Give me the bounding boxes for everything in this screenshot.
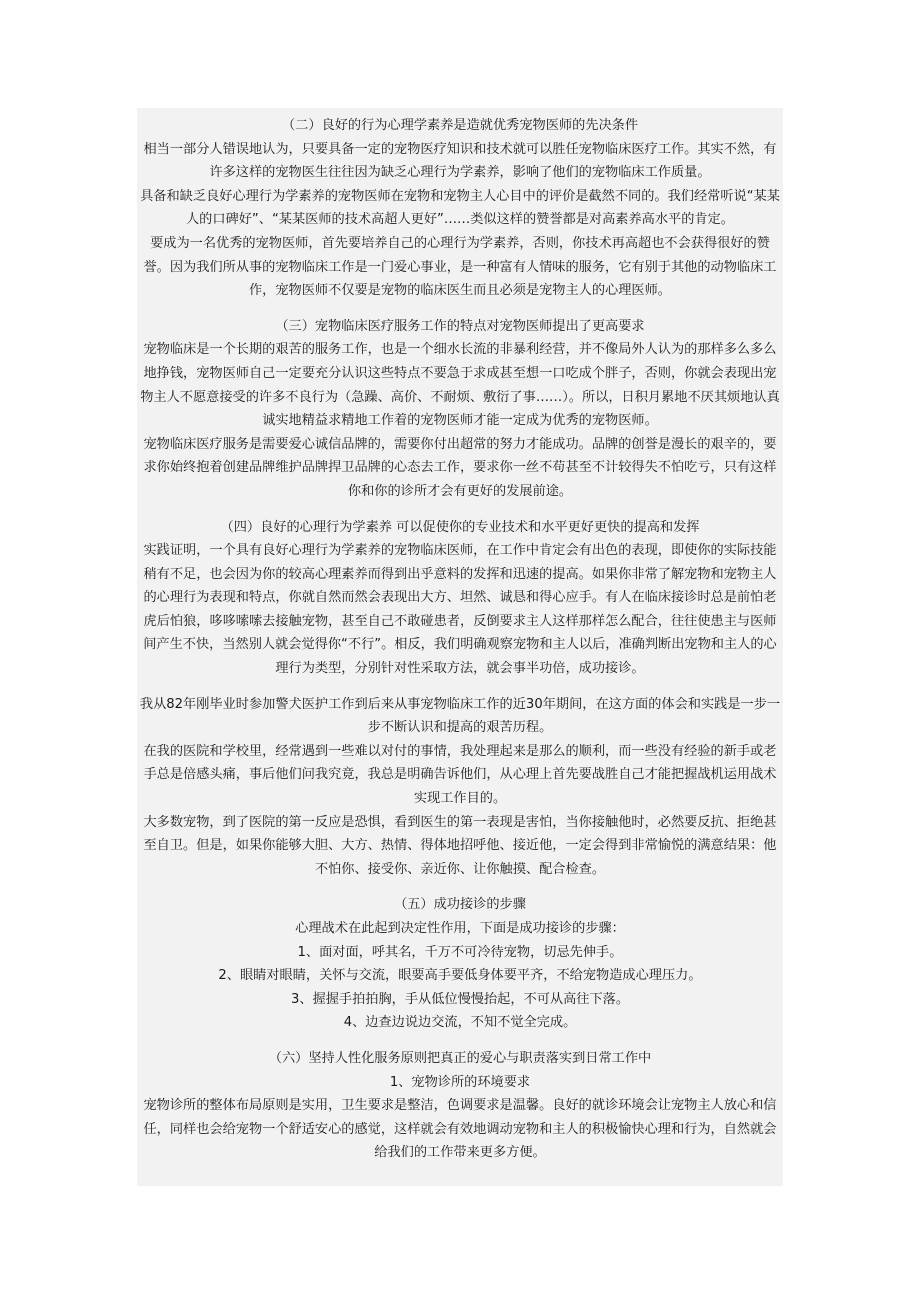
document-page [137,108,783,1186]
paragraph: 宠物临床医疗服务是需要爱心诚信品牌的，需要你付出超常的努力才能成功。品牌的创誉是漫长的艰辛的，要求你始终抱着创建品牌维护品牌捍卫品牌的心态去工作，要求你一丝不苟甚至不计较得失不怕吃亏，只有这样你和你的诊所才会有更好的发展前途。 [143,436,777,499]
section-heading: （二）良好的行为心理学素养是造就优秀宠物医师的先决条件 [281,118,639,133]
paragraph: 相当一部分人错误地认为，只要具备一定的宠物医疗知识和技术就可以胜任宠物临床医疗工作。其实不然，有许多这样的宠物医生往往因为缺乏心理行为学素养，影响了他们的宠物临床工作质量。 [143,141,777,181]
section-experience [139,693,781,882]
step-item: 4、边查边说边交流，不知不觉全完成。 [343,1015,577,1031]
paragraph: 实践证明，一个具有良好心理行为学素养的宠物临床医师，在工作中肯定会有出色的表现，即使你的实际技能稍有不足，也会因为你的较高心理素养而得到出乎意料的发挥和迅速的提高。如果你非常了解宠物和宠物主人的心理行为表现和特点，你就自然而然会表现出大方、坦然、诚恳和得心应手。有人在临床接诊时总是前怕老虎后怕狼，哆哆嗦嗦去接触宠物，甚至自己不敢碰患者，反倒要求主人这样那样怎么配合，往往使患主与医师间产生不快，当然别人就会觉得你“不行”。相反，我们明确观察宠物和主人以后，准确判断出宠物和主人的心理行为类型，分别针对性采取方法，就会事半功倍，成功接诊。 [143,543,777,677]
section-5 [139,893,781,1035]
subheading: 1、宠物诊所的环境要求 [389,1074,531,1090]
section-heading: （四）良好的心理行为学素养 可以促使你的专业技术和水平更好更快的提高和发挥 [220,519,700,535]
paragraph: 在我的医院和学校里，经常遇到一些难以对付的事情，我处理起来是那么的顺利，而一些没有经验的新手或老手总是倍感头痛，事后他们问我究竟，我总是明确告诉他们，从心理上首先要战胜自己才能把握战机运用战术实现工作目的。 [143,743,777,807]
section-heading: （五）成功接诊的步骤 [394,897,526,913]
section-3 [139,315,781,504]
section-heading: （六）坚持人性化服务原则把真正的爱心与职责落实到日常工作中 [268,1050,652,1066]
paragraph: 具备和缺乏良好心理行为学素养的宠物医师在宠物和宠物主人心目中的评价是截然不同的。我们经常听说“某某人的口碑好”、“某某医师的技术高超人更好”……类似这样的赞誉都是对高素养高水平的肯定。 [140,188,780,228]
section-2 [139,114,781,303]
section-4 [139,516,781,681]
section-6 [139,1047,781,1165]
paragraph: 宠物临床是一个长期的艰苦的服务工作，也是一个细水长流的非暴利经营，并不像局外人认为的那样多么多么地挣钱，宠物医师自己一定要充分认识这些特点不要急于求成甚至想一口吃成个胖子，否则，你就会表现出宠物主人不愿意接受的许多不良行为（急躁、高价、不耐烦、敷衍了事……）。所以，日积月累地不厌其烦地认真诚实地精益求精地工作着的宠物医师才能一定成为优秀的宠物医师。 [140,342,780,429]
paragraph: 宠物诊所的整体布局原则是实用，卫生要求是整洁，色调要求是温馨。良好的就诊环境会让宠物主人放心和信任，同样也会给宠物一个舒适安心的感觉，这样就会有效地调动宠物和主人的积极愉快心理和行为，自然就会给我们的工作带来更多方便。 [143,1098,777,1161]
paragraph: 心理战术在此起到决定性作用，下面是成功接诊的步骤： [295,921,625,936]
paragraph: 我从82年刚毕业时参加警犬医护工作到后来从事宠物临床工作的近30年期间，在这方面的体会和实践是一步一步不断认识和提高的艰苦历程。 [139,696,781,736]
step-item: 2、眼睛对眼睛，关怀与交流，眼要高手要低身体要平齐，不给宠物造成心理压力。 [218,968,702,984]
paragraph: 要成为一名优秀的宠物医师，首先要培养自己的心理行为学素养，否则，你技术再高超也不会获得很好的赞誉。因为我们所从事的宠物临床工作是一门爱心事业，是一种富有人情味的服务，它有别于其他的动物临床工作，宠物医师不仅要是宠物的临床医生而且必须是宠物主人的心理医师。 [143,235,777,299]
paragraph: 大多数宠物，到了医院的第一反应是恐惧，看到医生的第一表现是害怕，当你接触他时，必然要反抗、拒绝甚至自卫。但是，如果你能够大胆、大方、热情、得体地招呼他、接近他，一定会得到非常愉悦的满意结果：他不怕你、接受你、亲近你、让你触摸、配合检查。 [143,814,777,877]
step-item: 1、面对面，呼其名，千万不可冷待宠物，切忌先伸手。 [297,944,623,960]
section-heading: （三）宠物临床医疗服务工作的特点对宠物医师提出了更高要求 [275,318,645,334]
step-item: 3、握握手拍拍胸，手从低位慢慢抬起，不可从高往下落。 [290,991,630,1007]
